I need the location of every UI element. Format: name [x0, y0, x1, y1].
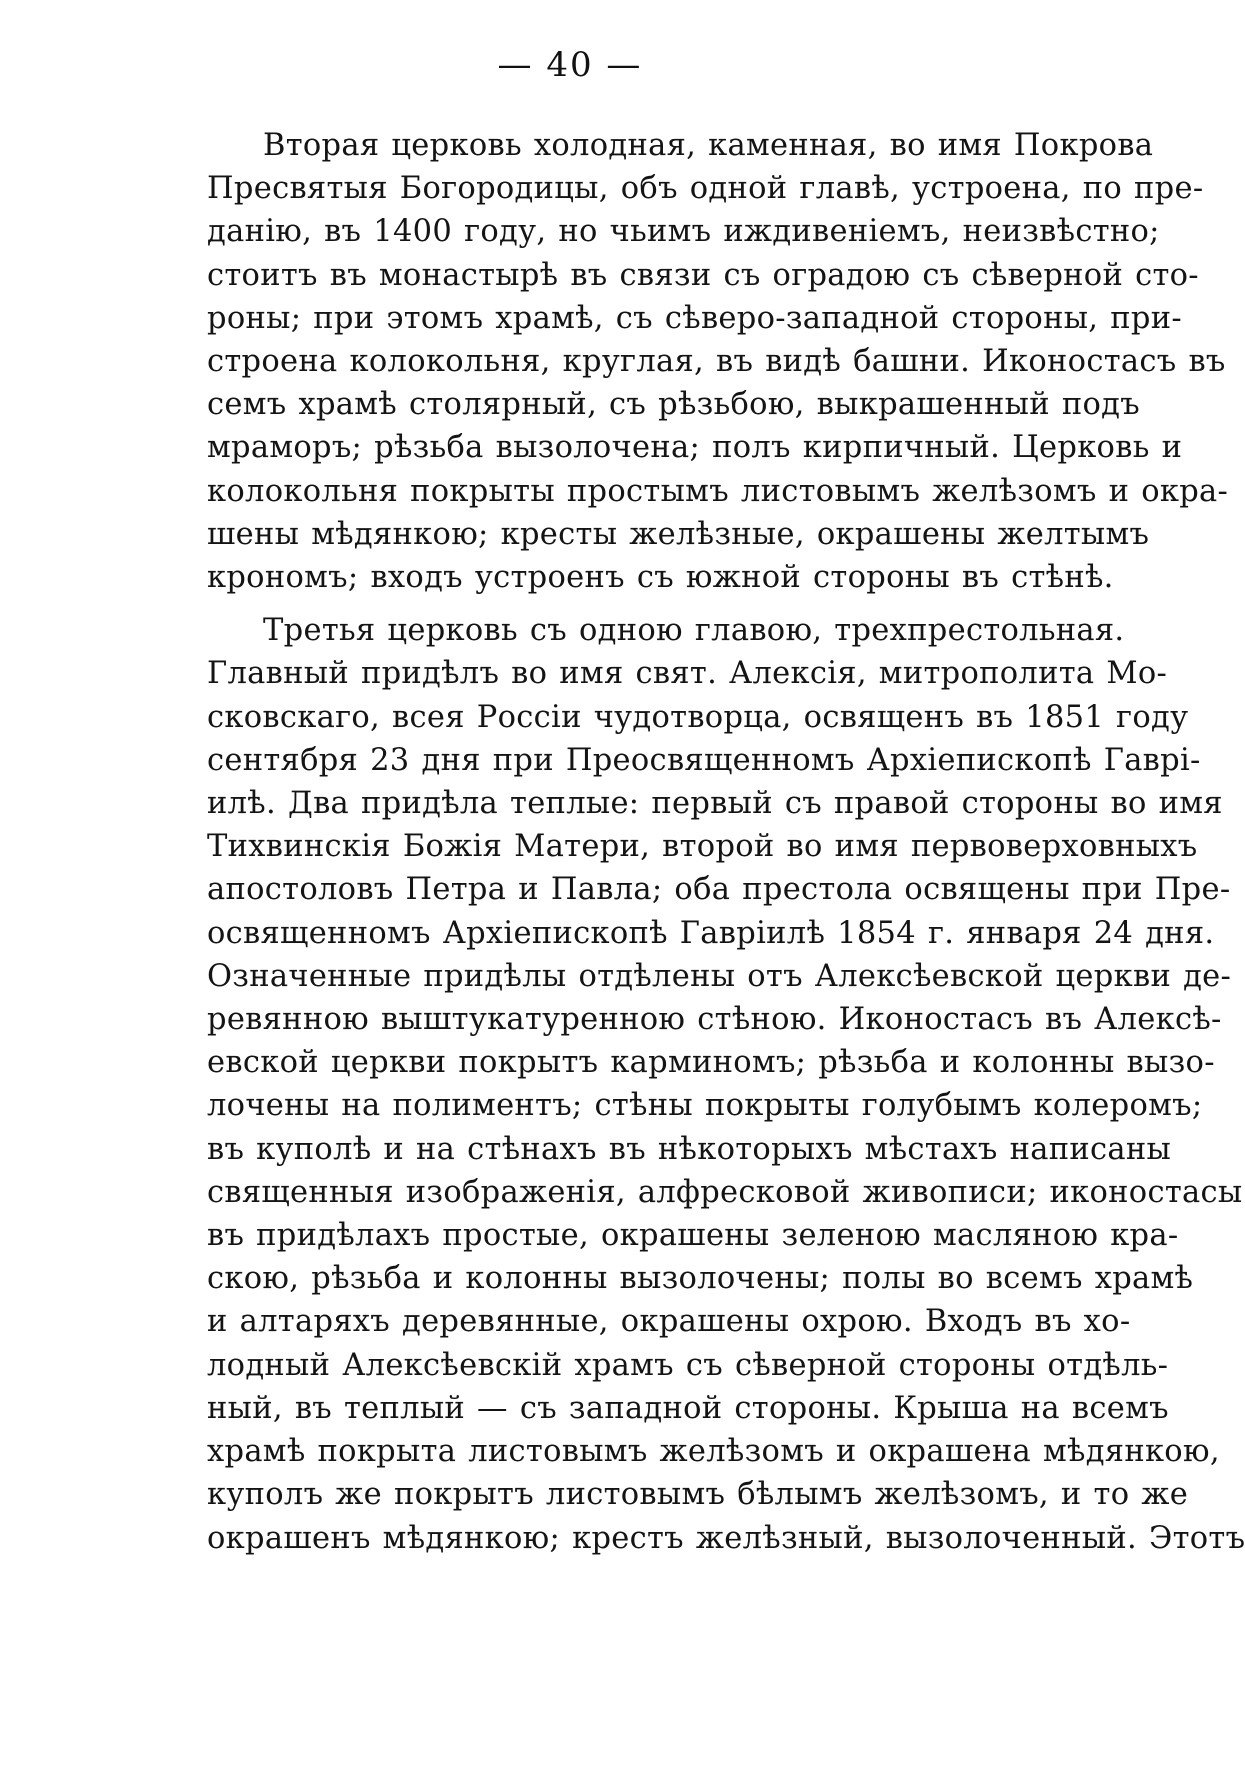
- text-line: окрашенъ мѣдянкою; крестъ желѣзный, вызолоченный. Этотъ: [207, 1520, 1245, 1556]
- text-line: евской церкви покрытъ карминомъ; рѣзьба и колонны вызо-: [207, 1045, 1215, 1081]
- text-line: строена колокольня, круглая, въ видѣ башни. Иконостасъ въ: [207, 344, 1226, 380]
- text-line: Тихвинскія Божія Матери, второй во имя первоверховныхъ: [207, 829, 1198, 865]
- text-line: въ куполѣ и на стѣнахъ въ нѣкоторыхъ мѣстахъ написаны: [207, 1131, 1172, 1167]
- text-line: Пресвятыя Богородицы, объ одной главѣ, устроена, по пре-: [207, 171, 1204, 207]
- text-line: апостоловъ Петра и Павла; оба престола освящены при Пре-: [207, 872, 1231, 908]
- text-line: священныя изображенія, алфресковой живописи; иконостасы: [207, 1174, 1243, 1210]
- paragraph-2: [207, 609, 1245, 1559]
- text-line: роны; при этомъ храмѣ, съ сѣверо-западной стороны, при-: [207, 300, 1182, 336]
- text-line: скою, рѣзьба и колонны вызолочены; полы во всемъ храмѣ: [207, 1261, 1194, 1297]
- text-line: Третья церковь съ одною главою, трехпрестольная.: [263, 613, 1125, 649]
- text-line: мраморъ; рѣзьба вызолочена; полъ кирпичный. Церковь и: [207, 430, 1183, 466]
- text-line: сентября 23 дня при Преосвященномъ Архіепископѣ Гаврі-: [207, 742, 1201, 778]
- paragraph-1: [207, 124, 1229, 599]
- text-line: ный, въ теплый — съ западной стороны. Крыша на всемъ: [207, 1390, 1169, 1426]
- text-line: илѣ. Два придѣла теплые: первый съ правой стороны во имя: [207, 786, 1223, 822]
- text-line: семъ храмѣ столярный, съ рѣзьбою, выкрашенный подъ: [207, 387, 1140, 423]
- text-line: шены мѣдянкою; кресты желѣзные, окрашены желтымъ: [207, 516, 1150, 552]
- text-line: ревянною выштукатуренною стѣною. Иконостасъ въ Алексѣ-: [207, 1002, 1222, 1038]
- text-line: въ придѣлахъ простые, окрашены зеленою масляною кра-: [207, 1218, 1179, 1254]
- text-line: крономъ; входъ устроенъ съ южной стороны въ стѣнѣ.: [207, 560, 1114, 596]
- text-line: куполъ же покрытъ листовымъ бѣлымъ желѣзомъ, и то же: [207, 1477, 1189, 1513]
- text-line: лочены на полиментъ; стѣны покрыты голубымъ колеромъ;: [207, 1088, 1203, 1124]
- text-line: Вторая церковь холодная, каменная, во имя Покрова: [263, 128, 1154, 163]
- page-number: — 40 —: [497, 45, 643, 85]
- text-line: и алтаряхъ деревянные, окрашены охрою. Входъ въ хо-: [207, 1304, 1131, 1340]
- text-line: колокольня покрыты простымъ листовымъ желѣзомъ и окра-: [207, 473, 1229, 509]
- text-line: стоитъ въ монастырѣ въ связи съ оградою съ сѣверной сто-: [207, 257, 1199, 293]
- text-line: сковскаго, всея Россіи чудотворца, освященъ въ 1851 году: [207, 699, 1189, 735]
- text-line: данію, въ 1400 году, но чьимъ иждивеніемъ, неизвѣстно;: [207, 214, 1160, 250]
- text-line: освященномъ Архіепископѣ Гавріилѣ 1854 г. января 24 дня.: [207, 915, 1215, 951]
- body-text: [207, 124, 1245, 1560]
- text-line: храмѣ покрыта листовымъ желѣзомъ и окрашена мѣдянкою,: [207, 1434, 1220, 1470]
- text-line: Главный придѣлъ во имя свят. Алексія, митрополита Мо-: [207, 656, 1168, 692]
- text-line: Означенные придѣлы отдѣлены отъ Алексѣевской церкви де-: [207, 958, 1232, 994]
- text-line: лодный Алексѣевскій храмъ съ сѣверной стороны отдѣль-: [207, 1347, 1169, 1383]
